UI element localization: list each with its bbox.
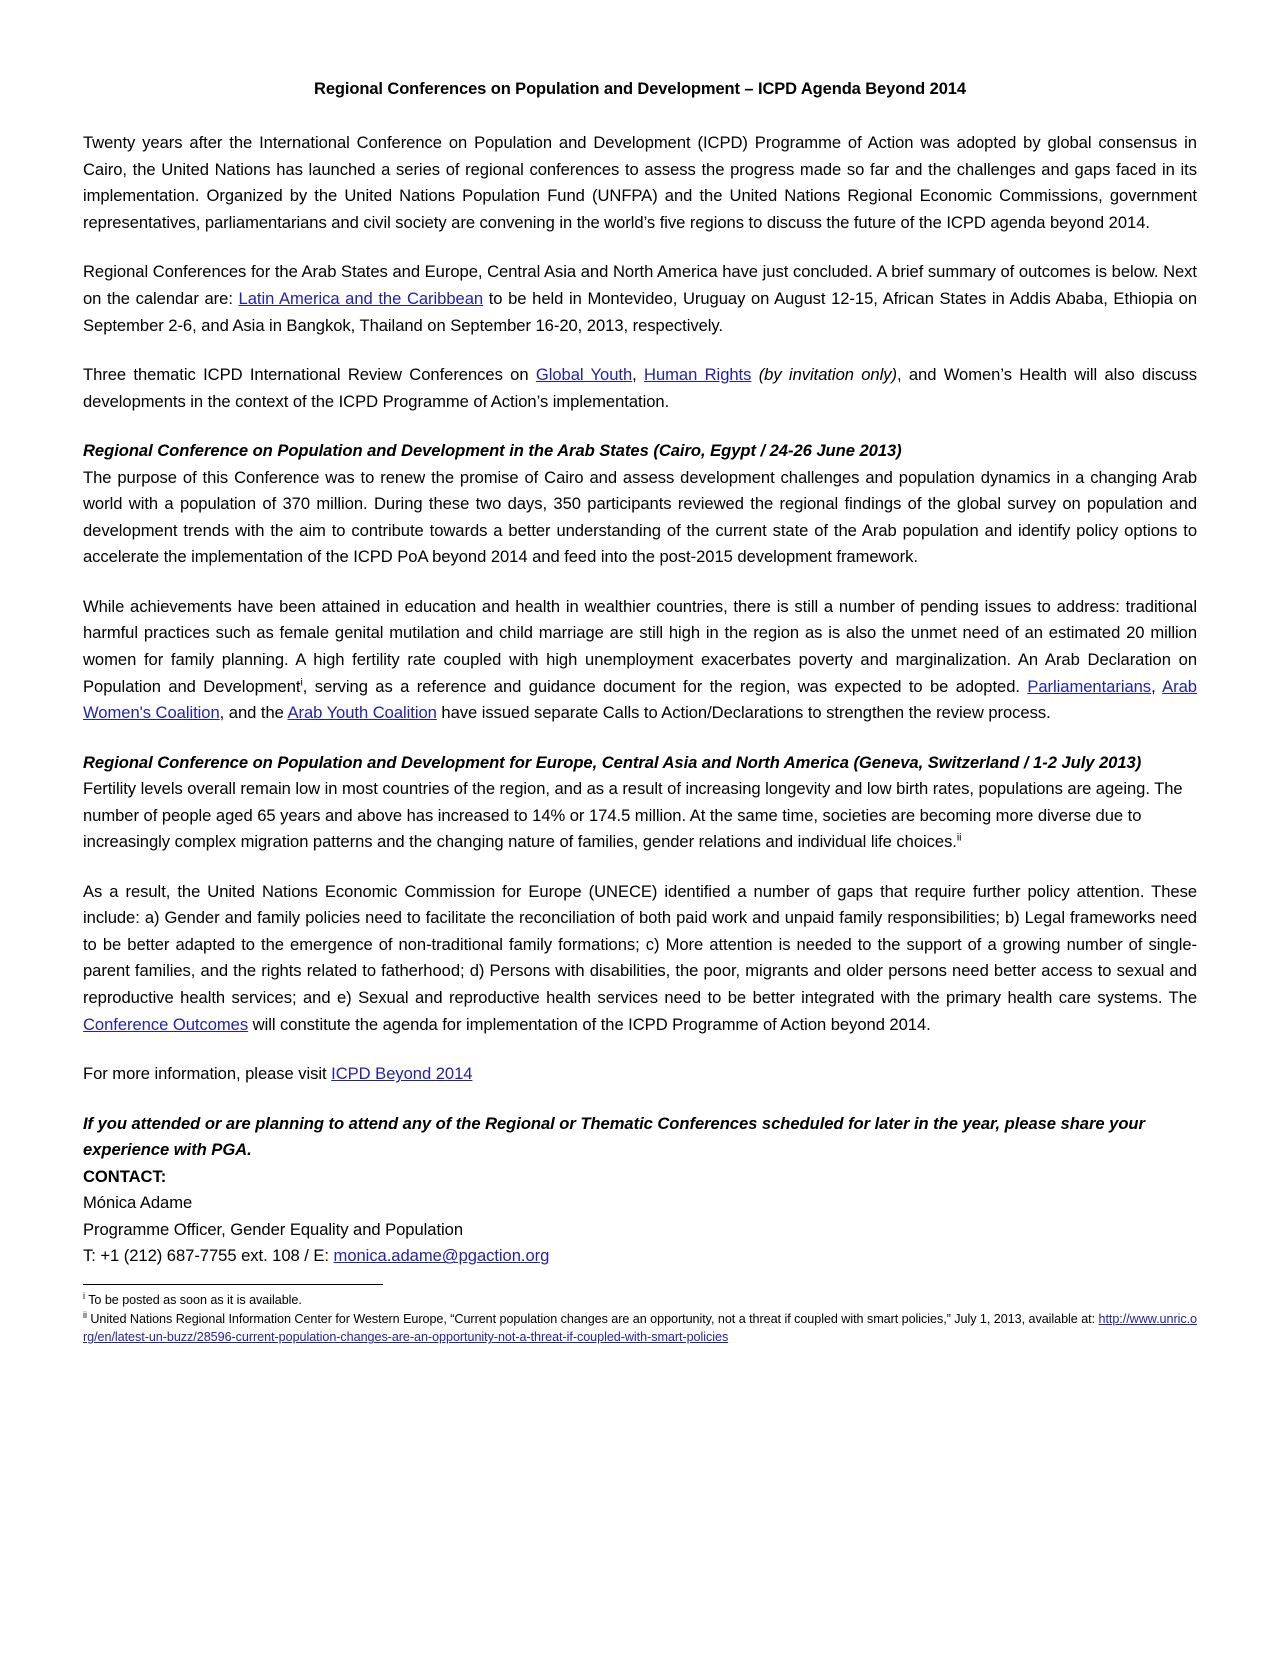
- footnote-ii-text: United Nations Regional Information Center for Western Europe, “Current population changes are an opportunity, not a threat if coupled with smart policies,” July 1, 2013, available at:: [90, 1312, 1099, 1327]
- link-icpd-beyond-2014[interactable]: ICPD Beyond 2014: [331, 1064, 473, 1084]
- contact-name: Mónica Adame: [83, 1193, 193, 1213]
- link-human-rights[interactable]: Human Rights: [644, 365, 752, 385]
- section-heading-arab-states: Regional Conference on Population and Development in the Arab States (Cairo, Egypt / 24-26 June 2013): [83, 441, 902, 461]
- intro-paragraph: Twenty years after the International Conference on Population and Development (ICPD) Programme of Action was adopted by global consensus in Cairo, the United Nations has launched a series of regional conferences to assess the progress made so far and the challenges and gaps faced in its implementation. Organized by the United Nations Population Fund (UNFPA) and the United Nations Regional Economic Commissions, government representatives, parliamentarians and civil society are convening in the world’s five regions to discuss the future of the ICPD agenda beyond 2014.: [83, 133, 1197, 232]
- contact-role: Programme Officer, Gender Equality and Population: [83, 1219, 464, 1239]
- thematic-conferences-paragraph: [83, 362, 1197, 415]
- arab-states-paragraph: The purpose of this Conference was to renew the promise of Cairo and assess development challenges and population dynamics in a changing Arab world with a population of 370 million. During these two days, 350 participants reviewed the regional findings of the global survey on population and development trends with the aim to contribute towards a better understanding of the current state of the Arab population and identify policy options to accelerate the implementation of the ICPD PoA beyond 2014 and feed into the post-2015 development framework.: [83, 467, 1197, 567]
- par5-text-1: As a result, the United Nations Economic Commission for Europe (UNECE) identified a number of gaps that require further policy attention. These include: a) Gender and family policies need to facilitate the reconciliation of both paid work and unpaid family responsibilities; b) Legal frameworks need to be better adapted to the emergence of non-traditional family formations; c) More attention is needed to the support of a growing number of single-parent families, and the rights related to fatherhood; d) Persons with disabilities, the poor, migrants and older persons need better access to sexual and reproductive health services; and e) Sexual and reproductive health services need to be better integrated with the primary health care systems. The: [83, 881, 1197, 1008]
- footnotes-section: [83, 1291, 1197, 1347]
- par5-text-2: will constitute the agenda for implementation of the ICPD Programme of Action beyond 2014.: [248, 1014, 931, 1034]
- more-information-paragraph: [83, 1061, 1197, 1088]
- contact-phone-email: [83, 1243, 1197, 1270]
- par3-text-3: [751, 365, 758, 384]
- unece-gaps-paragraph: [83, 879, 1197, 1038]
- link-conference-outcomes[interactable]: Conference Outcomes: [83, 1014, 249, 1034]
- link-arab-womens-coalition[interactable]: Arab Women's Coalition: [83, 676, 1197, 723]
- footnote-marker-i: i: [83, 1290, 85, 1301]
- footnote-ref-i[interactable]: i: [300, 676, 303, 689]
- section2-text: Fertility levels overall remain low in most countries of the region, and as a result of increasing longevity and low birth rates, populations are ageing. The number of people aged 65 years and above has increased to 14% or 174.5 million. At the same time, societies are becoming more diverse due to increasingly complex migration patterns and the changing nature of families, gender relations and individual life choices.: [83, 779, 1183, 852]
- par4-text-1: While achievements have been attained in education and health in wealthier countries, there is still a number of pending issues to address: traditional harmful practices such as female genital mutilation and child marriage are still high in the region as is also the unmet need of an estimated 20 million women for family planning. A high fertility rate coupled with high unemployment exacerbates poverty and marginalization. An Arab Declaration on Population and Development: [83, 596, 1197, 696]
- par4-text-4: , and the: [219, 703, 288, 723]
- contact-label: CONTACT:: [83, 1166, 167, 1186]
- contact-phone: T: +1 (212) 687-7755 ext. 108 / E:: [83, 1246, 334, 1266]
- link-contact-email[interactable]: monica.adame@pgaction.org: [333, 1246, 550, 1266]
- section-heading-europe-central-asia-north-america: Regional Conference on Population and Development for Europe, Central Asia and North America (Geneva, Switzerland / 1-2 July 2013): [83, 752, 1142, 772]
- footnote-marker-ii: ii: [83, 1310, 87, 1321]
- link-global-youth[interactable]: Global Youth: [535, 365, 633, 385]
- par2-text-2: to be held in Montevideo, Uruguay on August 12-15, African States in Addis Ababa, Ethiopia on September 2-6, and Asia in Bangkok, Thailand on September 16-20, 2013, respectively.: [83, 289, 1198, 335]
- footnote-separator: [83, 1284, 383, 1285]
- par3-italic-note: (by invitation only): [758, 365, 897, 385]
- arab-states-challenges-paragraph: [83, 594, 1197, 727]
- contact-block: [83, 1164, 1197, 1270]
- footnote-i-text: To be posted as soon as it is available.: [88, 1292, 302, 1307]
- footnote-ref-ii[interactable]: ii: [956, 831, 962, 844]
- europe-paragraph: [83, 776, 1197, 856]
- link-unric-article[interactable]: http://www.unric.org/en/latest-un-buzz/28596-current-population-changes-are-an-opportunity-not-a-threat-if-coupled-with-smart-policies: [83, 1312, 1197, 1345]
- par2-text-1: Regional Conferences for the Arab States and Europe, Central Asia and North America have just concluded. A brief summary of outcomes is below. Next on the calendar are:: [83, 262, 1197, 308]
- footnote-ii: [83, 1310, 1197, 1347]
- upcoming-conferences-paragraph: [83, 259, 1197, 339]
- par4-text-5: have issued separate Calls to Action/Declarations to strengthen the review process.: [436, 703, 1051, 723]
- link-arab-youth-coalition[interactable]: Arab Youth Coalition: [287, 703, 437, 723]
- par4-text-3: ,: [1151, 676, 1163, 696]
- call-to-action-text: If you attended or are planning to attend any of the Regional or Thematic Conferences scheduled for later in the year, please share your experience with PGA.: [83, 1113, 1145, 1160]
- link-parliamentarians[interactable]: Parliamentarians: [1027, 676, 1152, 696]
- par6-text-1: For more information, please visit: [83, 1064, 332, 1084]
- link-latin-america-caribbean[interactable]: Latin America and the Caribbean: [238, 289, 484, 308]
- footnote-i: [83, 1291, 1197, 1309]
- par3-text-2: ,: [632, 365, 645, 385]
- par3-text-4: , and Women’s Health will also discuss developments in the context of the ICPD Programme of Action’s implementation.: [83, 365, 1197, 411]
- page-title: Regional Conferences on Population and Development – ICPD Agenda Beyond 2014: [314, 80, 966, 98]
- par3-text-1: Three thematic ICPD International Review Conferences on: [83, 365, 536, 385]
- par4-text-2: , serving as a reference and guidance document for the region, was expected to be adopted.: [302, 676, 1028, 696]
